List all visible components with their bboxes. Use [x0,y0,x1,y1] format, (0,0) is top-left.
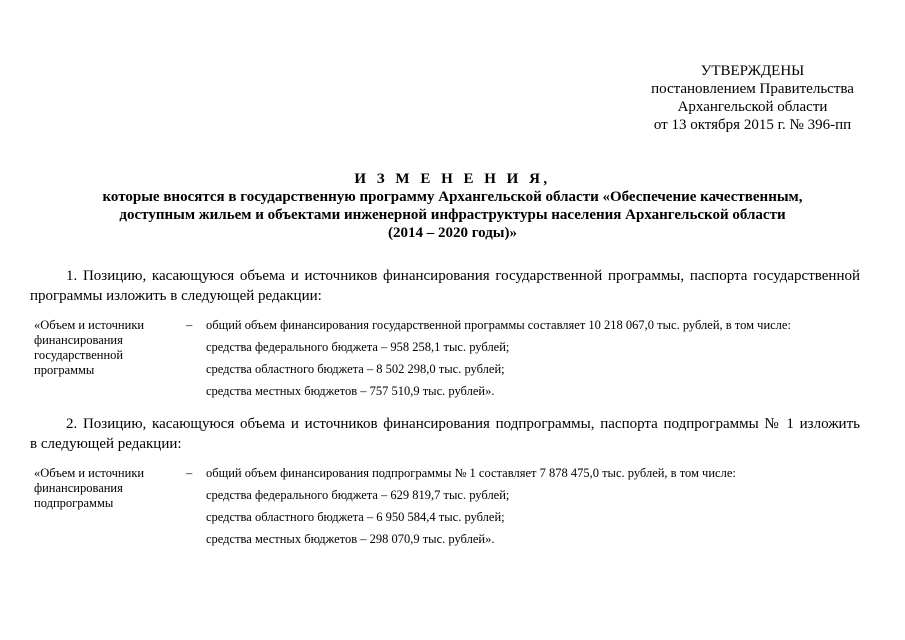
document-title [40,170,865,242]
section-2-paragraph [30,414,860,454]
funding-regional: средства областного бюджета – 6 950 584,4 тыс. рублей; [206,510,505,524]
title-line-3: (2014 – 2020 годы)» [387,225,518,241]
section-2-line-1: 2. Позицию, касающуюся объема и источников финансирования подпрограммы, паспорта подпрограммы № 1 изложить [66,416,860,432]
approval-date: от 13 октября 2015 г. № 396-пп [653,117,852,133]
funding-federal: средства федерального бюджета – 629 819,7 тыс. рублей; [206,488,510,502]
funding-local: средства местных бюджетов – 298 070,9 тыс. рублей». [206,532,495,546]
approval-region: Архангельской области [677,99,828,115]
funding-total: общий объем финансирования подпрограммы № 1 составляет 7 878 475,0 тыс. рублей, в том числе: [206,466,736,480]
title-line-1: которые вносятся в государственную программу Архангельской области «Обеспечение качественным, [102,189,803,205]
section-2-dash: – [186,466,193,480]
funding-federal: средства федерального бюджета – 958 258,1 тыс. рублей; [206,340,510,354]
funding-total: общий объем финансирования государственной программы составляет 10 218 067,0 тыс. рублей, в том числе: [206,318,791,332]
section-1-paragraph [30,266,860,306]
section-2-line-2: в следующей редакции: [30,436,182,452]
approval-stamp [640,62,865,134]
approval-heading: УТВЕРЖДЕНЫ [700,63,805,79]
funding-local: средства местных бюджетов – 757 510,9 тыс. рублей». [206,384,495,398]
label-line: государственной [34,348,124,362]
title-heading: И З М Е Н Е Н И Я, [354,171,551,187]
section-1-line-1: 1. Позицию, касающуюся объема и источников финансирования государственной программы, паспорта государственной [66,268,860,284]
label-line: «Объем и источники [34,466,145,480]
funding-regional: средства областного бюджета – 8 502 298,0 тыс. рублей; [206,362,505,376]
section-1-dash: – [186,318,193,332]
approval-issuer: постановлением Правительства [651,81,854,97]
label-line: финансирования [34,481,123,495]
label-line: программы [34,363,95,377]
section-1-line-2: программы изложить в следующей редакции: [30,288,322,304]
section-1-funding-label [34,318,174,378]
label-line: подпрограммы [34,496,114,510]
section-2-funding-label [34,466,174,511]
section-2-funding-items [206,466,866,554]
title-line-2: доступным жильем и объектами инженерной инфраструктуры населения Архангельской области [119,207,786,223]
label-line: «Объем и источники [34,318,145,332]
section-1-funding-items [206,318,866,406]
label-line: финансирования [34,333,123,347]
